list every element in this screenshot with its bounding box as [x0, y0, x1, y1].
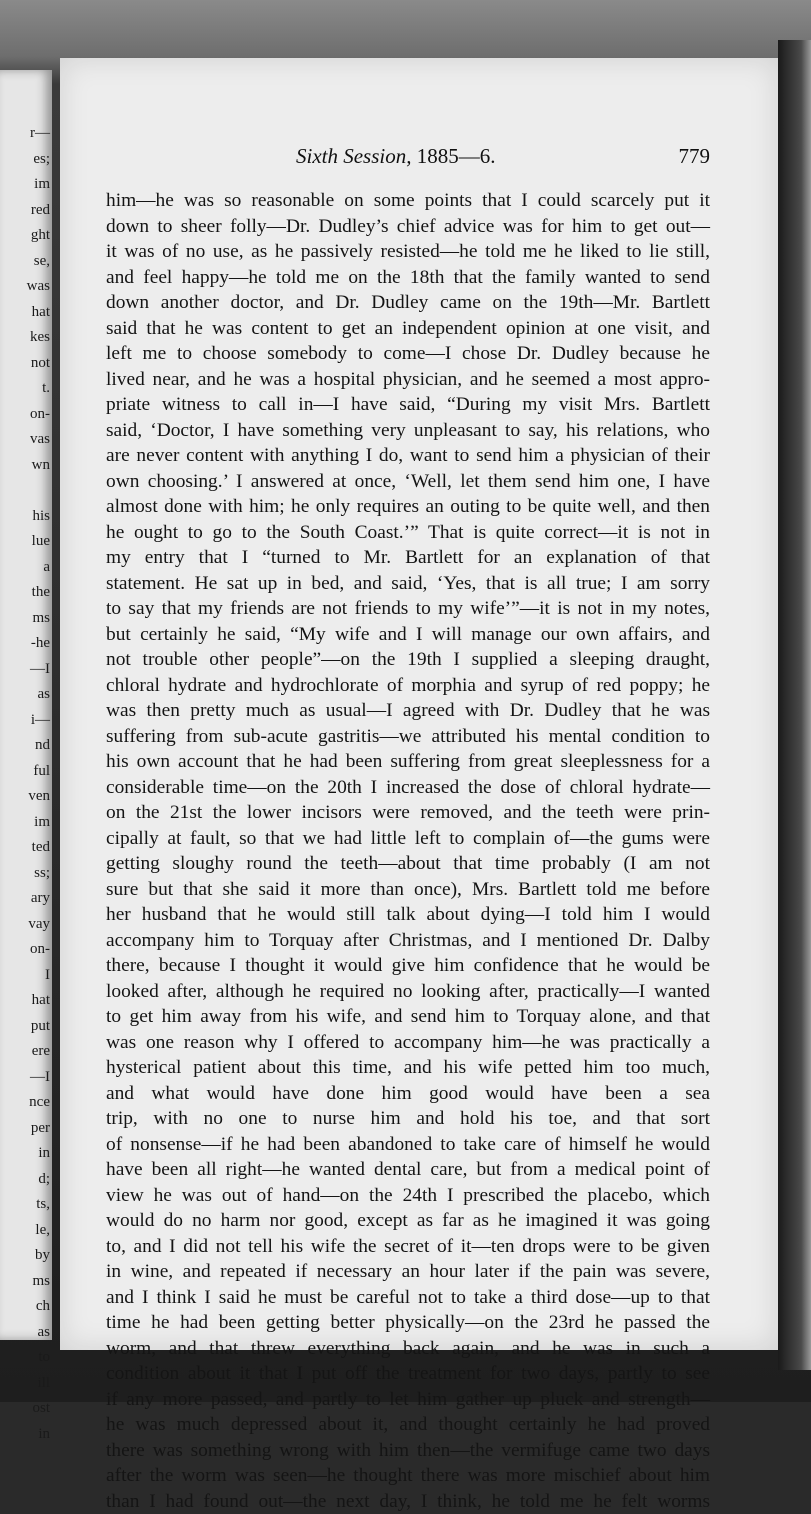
text-line: he ought to go to the South Coast.’” That is quite correct—it is not in	[106, 520, 710, 546]
text-line: time he had been getting better physically—on the 23rd he passed the	[106, 1310, 710, 1336]
text-line: trip, with no one to nurse him and hold his toe, and that sort	[106, 1106, 710, 1132]
facing-page-fragment: i—	[2, 713, 50, 728]
text-line: hysterical patient about this time, and his wife petted him too much,	[106, 1055, 710, 1081]
running-head-years: 1885—6.	[417, 144, 496, 168]
facing-page-fragment: ted	[2, 840, 50, 855]
text-line: accompany him to Torquay after Christmas, and I mentioned Dr. Dalby	[106, 928, 710, 954]
facing-page-fragment: vas	[2, 432, 50, 447]
facing-page-fragment: by	[2, 1248, 50, 1263]
text-line: view he was out of hand—on the 24th I prescribed the placebo, which	[106, 1183, 710, 1209]
text-line: was then pretty much as usual—I agreed with Dr. Dudley that he was	[106, 698, 710, 724]
text-line: getting sloughy round the teeth—about that time probably (I am not	[106, 851, 710, 877]
facing-page-fragment: ms	[2, 1274, 50, 1289]
text-line: said, ‘Doctor, I have something very unpleasant to say, his relations, who	[106, 418, 710, 444]
facing-page-fragment: ss;	[2, 866, 50, 881]
text-line: his own account that he had been suffering from great sleeplessness for a	[106, 749, 710, 775]
text-line: on the 21st the lower incisors were removed, and the teeth were prin-	[106, 800, 710, 826]
text-line: left me to choose somebody to come—I chose Dr. Dudley because he	[106, 341, 710, 367]
facing-page-fragment: I	[2, 968, 50, 983]
facing-page-fragment: his	[2, 509, 50, 524]
facing-page-fragment: ven	[2, 789, 50, 804]
facing-page-fragment: t.	[2, 381, 50, 396]
facing-page-fragment: im	[2, 177, 50, 192]
facing-page-fragment: ts,	[2, 1197, 50, 1212]
text-line: said that he was content to get an independent opinion at one visit, and	[106, 316, 710, 342]
facing-page-fragment: hat	[2, 993, 50, 1008]
text-line: after the worm was seen—he thought there was more mischief about him	[106, 1463, 710, 1489]
page-header	[60, 144, 778, 174]
text-line: are never content with anything I do, want to send him a physician of their	[106, 443, 710, 469]
facing-page-fragment: ght	[2, 228, 50, 243]
facing-page-fragment: ere	[2, 1044, 50, 1059]
facing-page-fragment: on-	[2, 407, 50, 422]
facing-page-fragment: hat	[2, 305, 50, 320]
text-line: priate witness to call in—I have said, “During my visit Mrs. Bartlett	[106, 392, 710, 418]
facing-page-fragment: red	[2, 203, 50, 218]
text-line: own choosing.’ I answered at once, ‘Well, let them send him one, I have	[106, 469, 710, 495]
text-line: and feel happy—he told me on the 18th that the family wanted to send	[106, 265, 710, 291]
text-line: would do no harm nor good, except as far as he imagined it was going	[106, 1208, 710, 1234]
book-page	[60, 58, 778, 1350]
text-line: in wine, and repeated if necessary an hour later if the pain was severe,	[106, 1259, 710, 1285]
facing-page-fragment: to	[2, 1350, 50, 1365]
page-number: 779	[679, 144, 711, 169]
facing-page-fragment: ms	[2, 611, 50, 626]
facing-page-fragment: nce	[2, 1095, 50, 1110]
facing-page-fragment: —I	[2, 1070, 50, 1085]
facing-page-fragment: d;	[2, 1172, 50, 1187]
text-line: condition about it that I put off the treatment for two days, partly to see	[106, 1361, 710, 1387]
text-line: worm, and that threw everything back again, and he was in such a	[106, 1336, 710, 1362]
facing-page-fragment: nd	[2, 738, 50, 753]
facing-page-fragment: r—	[2, 126, 50, 141]
facing-page-fragment: ill	[2, 1376, 50, 1391]
text-line: and I think I said he must be careful not to take a third dose—up to that	[106, 1285, 710, 1311]
text-line: statement. He sat up in bed, and said, ‘Yes, that is all true; I am sorry	[106, 571, 710, 597]
facing-page-fragment: a	[2, 560, 50, 575]
text-line: if any more passed, and partly to let him gather up pluck and strength—	[106, 1387, 710, 1413]
running-head-title: Sixth Session,	[296, 144, 412, 168]
facing-page-fragment: the	[2, 585, 50, 600]
text-line: but certainly he said, “My wife and I will manage our own affairs, and	[106, 622, 710, 648]
facing-page-fragment: le,	[2, 1223, 50, 1238]
text-line: than I had found out—the next day, I think, he told me he felt worms	[106, 1489, 710, 1514]
facing-page-fragment: ary	[2, 891, 50, 906]
facing-page-fragment: -he	[2, 636, 50, 651]
text-line: sure but that she said it more than once), Mrs. Bartlett told me before	[106, 877, 710, 903]
facing-page-fragment: vay	[2, 917, 50, 932]
text-line: looked after, although he required no looking after, practically—I wanted	[106, 979, 710, 1005]
facing-page-fragment: ost	[2, 1401, 50, 1416]
body-text	[106, 188, 710, 1514]
facing-page-fragment: as	[2, 1325, 50, 1340]
text-line: cipally at fault, so that we had little left to complain of—the gums were	[106, 826, 710, 852]
facing-page-fragment: not	[2, 356, 50, 371]
facing-page-fragment: wn	[2, 458, 50, 473]
text-line: considerable time—on the 20th I increased the dose of chloral hydrate—	[106, 775, 710, 801]
text-line: he was much depressed about it, and thought certainly he had proved	[106, 1412, 710, 1438]
facing-page-fragment: ch	[2, 1299, 50, 1314]
book-edge-shadow	[778, 40, 811, 1370]
text-line: my entry that I “turned to Mr. Bartlett for an explanation of that	[106, 545, 710, 571]
text-line: her husband that he would still talk about dying—I told him I would	[106, 902, 710, 928]
facing-page-fragment: per	[2, 1121, 50, 1136]
text-line: have been all right—he wanted dental care, but from a medical point of	[106, 1157, 710, 1183]
text-line: there, because I thought it would give him confidence that he would be	[106, 953, 710, 979]
text-line: it was of no use, as he passively resisted—he told me he liked to lie still,	[106, 239, 710, 265]
facing-page-fragment: im	[2, 815, 50, 830]
text-line: not trouble other people”—on the 19th I supplied a sleeping draught,	[106, 647, 710, 673]
facing-page-fragment: ful	[2, 764, 50, 779]
facing-page-fragment: se,	[2, 254, 50, 269]
text-line: to, and I did not tell his wife the secret of it—ten drops were to be given	[106, 1234, 710, 1260]
text-line: him—he was so reasonable on some points that I could scarcely put it	[106, 188, 710, 214]
text-line: was one reason why I offered to accompany him—he was practically a	[106, 1030, 710, 1056]
text-line: almost done with him; he only requires an outing to be quite well, and then	[106, 494, 710, 520]
running-head	[296, 144, 496, 169]
facing-page-edge	[0, 70, 52, 1340]
text-line: to say that my friends are not friends to my wife’”—it is not in my notes,	[106, 596, 710, 622]
facing-page-fragment: es;	[2, 152, 50, 167]
facing-page-fragment: —I	[2, 662, 50, 677]
facing-page-fragment: in	[2, 1427, 50, 1442]
text-line: there was something wrong with him then—the vermifuge came two days	[106, 1438, 710, 1464]
text-line: lived near, and he was a hospital physician, and he seemed a most appro-	[106, 367, 710, 393]
facing-page-fragment: was	[2, 279, 50, 294]
text-line: suffering from sub-acute gastritis—we attributed his mental condition to	[106, 724, 710, 750]
facing-page-fragment: put	[2, 1019, 50, 1034]
facing-page-fragment: on-	[2, 942, 50, 957]
facing-page-fragment: lue	[2, 534, 50, 549]
text-line: down to sheer folly—Dr. Dudley’s chief advice was for him to get out—	[106, 214, 710, 240]
text-line: down another doctor, and Dr. Dudley came on the 19th—Mr. Bartlett	[106, 290, 710, 316]
text-line: and what would have done him good would have been a sea	[106, 1081, 710, 1107]
facing-page-fragment: kes	[2, 330, 50, 345]
text-line: of nonsense—if he had been abandoned to take care of himself he would	[106, 1132, 710, 1158]
text-line: to get him away from his wife, and send him to Torquay alone, and that	[106, 1004, 710, 1030]
facing-page-fragment: in	[2, 1146, 50, 1161]
text-line: chloral hydrate and hydrochlorate of morphia and syrup of red poppy; he	[106, 673, 710, 699]
facing-page-fragment: as	[2, 687, 50, 702]
